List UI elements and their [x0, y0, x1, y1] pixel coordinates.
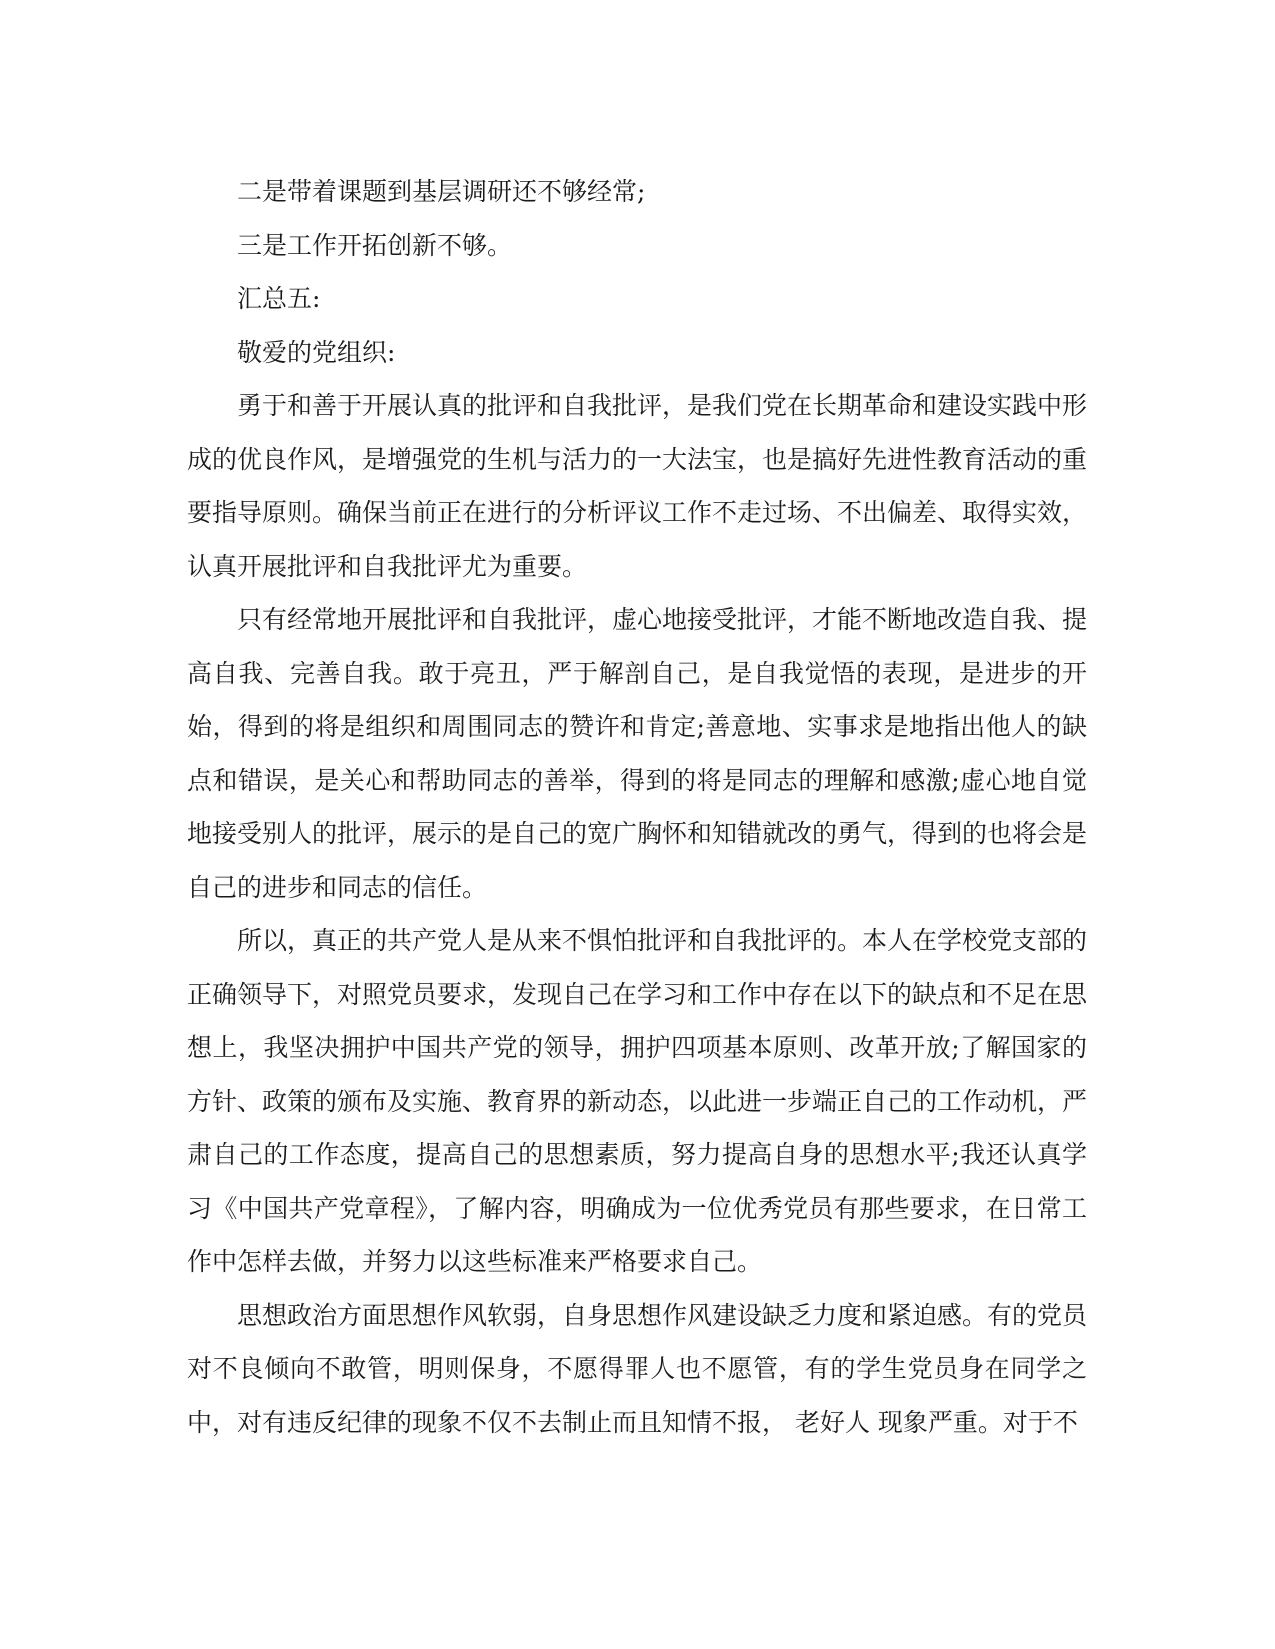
- paragraph-criticism-importance: 勇于和善于开展认真的批评和自我批评，是我们党在长期革命和建设实践中形成的优良作风，是增强党的生机与活力的一大法宝，也是搞好先进性教育活动的重要指导原则。确保当前正在进行的分析评议工作不走过场、不出偏差、取得实效，认真开展批评和自我批评尤为重要。: [187, 391, 1088, 581]
- section-heading: 汇总五:: [237, 284, 321, 313]
- paragraph-self-improvement: 只有经常地开展批评和自我批评，虚心地接受批评，才能不断地改造自我、提高自我、完善自我。敢于亮丑，严于解剖自己，是自我觉悟的表现，是进步的开始，得到的将是组织和周围同志的赞许和肯定;善意地、实事求是地指出他人的缺点和错误，是关心和帮助同志的善举，得到的将是同志的理解和感激;虚心地自觉地接受别人的批评，展示的是自己的宽广胸怀和知错就改的勇气，得到的也将会是自己的进步和同志的信任。: [187, 605, 1088, 902]
- salutation: 敬爱的党组织:: [237, 337, 396, 367]
- paragraph-political-thought: 思想政治方面思想作风软弱，自身思想作风建设缺乏力度和紧迫感。有的党员对不良倾向不敢管，明则保身，不愿得罪人也不愿管，有的学生党员身在同学之中，对有违反纪律的现象不仅不去制止而且知情不报， 老好人 现象严重。对于不: [187, 1300, 1088, 1437]
- paragraph-point-two: 二是带着课题到基层调研还不够经常;: [237, 177, 646, 206]
- document-body: [187, 165, 1087, 1449]
- paragraph-self-assessment: 所以，真正的共产党人是从来不惧怕批评和自我批评的。本人在学校党支部的正确领导下，对照党员要求，发现自己在学习和工作中存在以下的缺点和不足在思想上，我坚决拥护中国共产党的领导，拥护四项基本原则、改革开放;了解国家的方针、政策的颁布及实施、教育界的新动态，以此进一步端正自己的工作动机，严肃自己的工作态度，提高自己的思想素质，努力提高自身的思想水平;我还认真学习《中国共产党章程》，了解内容，明确成为一位优秀党员有那些要求，在日常工作中怎样去做，并努力以这些标准来严格要求自己。: [187, 926, 1088, 1276]
- paragraph-point-three: 三是工作开拓创新不够。: [237, 230, 513, 260]
